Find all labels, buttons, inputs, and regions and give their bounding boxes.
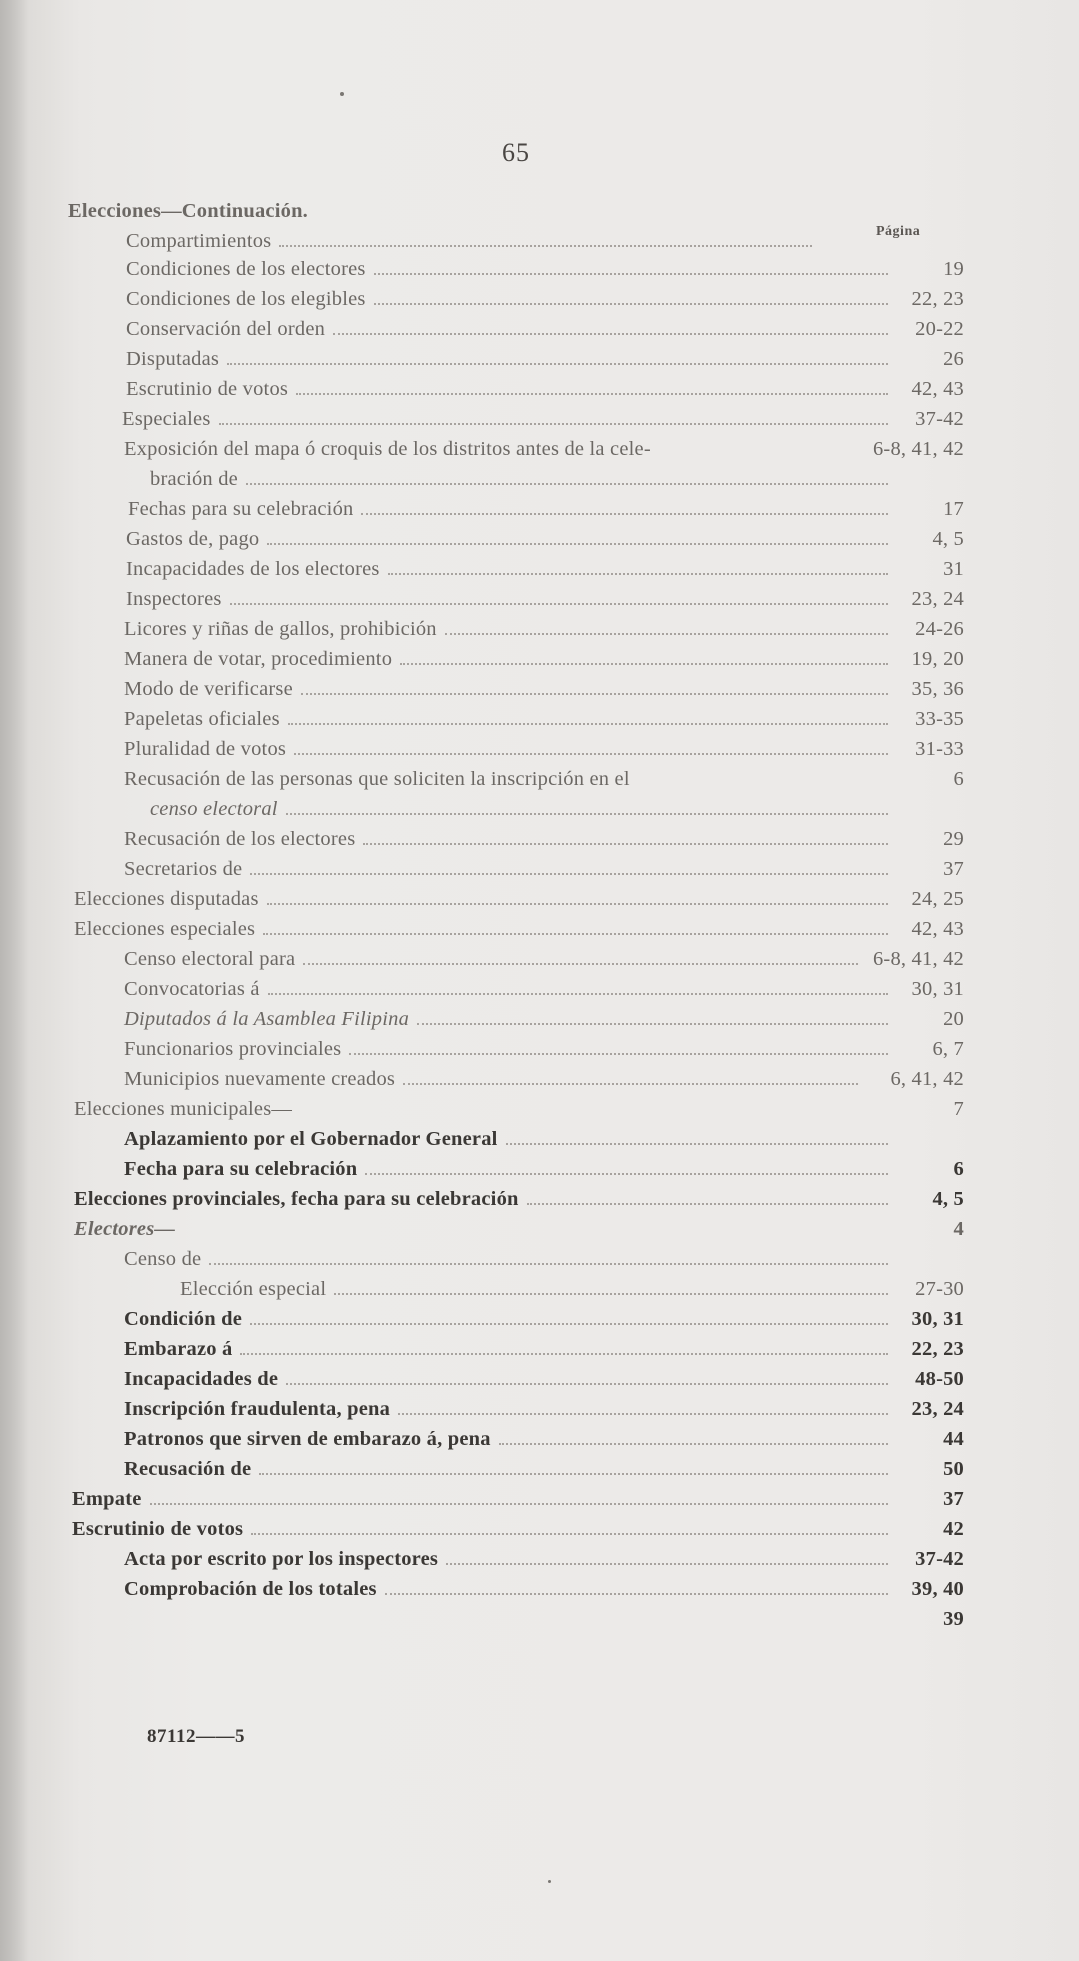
- leader-dots: [333, 333, 888, 335]
- entry-page: 26: [943, 348, 964, 370]
- entry-text: Manera de votar, procedimiento: [124, 648, 393, 670]
- entry-text: Condiciones de los electores: [126, 258, 366, 280]
- leader-dots: [398, 1413, 888, 1415]
- index-entry: [124, 1574, 964, 1604]
- entry-page: 37: [943, 1488, 964, 1510]
- index-entry: [124, 764, 964, 794]
- index-entry: [124, 1604, 964, 1634]
- entry-text: Exposición del mapa ó croquis de los distritos antes de la cele-: [124, 438, 651, 460]
- index-entry: [74, 1214, 964, 1244]
- index-entry: [126, 554, 964, 584]
- entry-text: Condiciones de los elegibles: [126, 288, 366, 310]
- index-entry: [124, 434, 964, 464]
- entry-text: Escrutinio de votos: [126, 378, 289, 400]
- index-entry: [124, 854, 964, 884]
- entry-text: Municipios nuevamente creados: [124, 1068, 396, 1090]
- leader-dots: [250, 1323, 888, 1325]
- entry-text: Recusación de las personas que soliciten la inscripción en el: [124, 768, 630, 790]
- leader-dots: [301, 693, 888, 695]
- leader-dots: [219, 423, 888, 425]
- entry-text: Recusación de los electores: [124, 828, 356, 850]
- leader-dots: [279, 245, 812, 247]
- index-entry: [124, 1064, 964, 1094]
- entry-text: Licores y riñas de gallos, prohibición: [124, 618, 437, 640]
- entry-text: Convocatorias á: [124, 978, 260, 1000]
- index-entry: [124, 704, 964, 734]
- entry-page: 27-30: [915, 1278, 964, 1300]
- entry-page: 44: [943, 1428, 964, 1450]
- leader-dots: [334, 1293, 888, 1295]
- leader-dots: [250, 873, 888, 875]
- index-entry: [126, 226, 888, 256]
- index-entry: [124, 974, 964, 1004]
- entry-page: 23, 24: [911, 588, 964, 610]
- entry-text: Fechas para su celebración: [128, 498, 354, 520]
- entry-text: Pluralidad de votos: [124, 738, 287, 760]
- entry-page: 23, 24: [911, 1398, 964, 1420]
- leader-dots: [527, 1203, 888, 1205]
- entry-page: 35, 36: [911, 678, 964, 700]
- entry-page: 22, 23: [911, 288, 964, 310]
- index-entry: [128, 494, 964, 524]
- leader-dots: [267, 543, 888, 545]
- index-entry: [124, 1394, 964, 1424]
- leader-dots: [374, 273, 888, 275]
- page-number: 65: [502, 138, 530, 167]
- entry-text: Acta por escrito por los inspectores: [124, 1548, 439, 1570]
- index-entry: [124, 1004, 964, 1034]
- entry-page: 6-8, 41, 42: [872, 948, 964, 970]
- entry-page: 42, 43: [911, 918, 964, 940]
- entry-page: 19, 20: [911, 648, 964, 670]
- entry-page: 31: [943, 558, 964, 580]
- entry-text: Escrutinio de votos: [72, 1518, 244, 1540]
- index-entry: [74, 1184, 964, 1214]
- entry-text: Conservación del orden: [126, 318, 326, 340]
- index-entry: [124, 644, 964, 674]
- printer-code: 87112——5: [147, 1726, 245, 1747]
- entry-page: 22, 23: [911, 1338, 964, 1360]
- entry-page: 42, 43: [911, 378, 964, 400]
- entry-text: Comprobación de los totales: [124, 1578, 377, 1600]
- entry-page: 39, 40: [911, 1578, 964, 1600]
- index-entry: [126, 314, 964, 344]
- index-entry: [72, 1514, 964, 1544]
- entry-text: Elecciones municipales—: [74, 1098, 293, 1120]
- leader-dots: [286, 1383, 888, 1385]
- entry-text: Diputados á la Asamblea Filipina: [124, 1008, 410, 1030]
- entry-text: Aplazamiento por el Gobernador General: [124, 1128, 498, 1150]
- index-entry: [124, 1454, 964, 1484]
- entry-page: 42: [943, 1518, 964, 1540]
- index-entry: [126, 524, 964, 554]
- entry-text: Censo de: [124, 1248, 202, 1270]
- leader-dots: [296, 393, 888, 395]
- index-entry: [124, 1154, 964, 1184]
- leader-dots: [230, 603, 888, 605]
- index-entry: [124, 674, 964, 704]
- leader-dots: [388, 573, 888, 575]
- leader-dots: [361, 513, 888, 515]
- entry-text: Modo de verificarse: [124, 678, 293, 700]
- leader-dots: [417, 1023, 888, 1025]
- index-entry: [150, 794, 964, 824]
- entry-text: Inspectores: [126, 588, 222, 610]
- entry-text: bración de: [150, 468, 238, 490]
- index-entry: [74, 914, 964, 944]
- index-entry: [124, 1304, 964, 1334]
- entry-text: Inscripción fraudulenta, pena: [124, 1398, 391, 1420]
- entry-text: Embarazo á: [124, 1338, 233, 1360]
- leader-dots: [209, 1263, 888, 1265]
- entry-page: 4, 5: [932, 528, 964, 550]
- index-entry: [124, 944, 964, 974]
- leader-dots: [246, 483, 888, 485]
- entry-text: Elecciones provinciales, fecha para su celebración: [74, 1188, 519, 1210]
- entry-page: 6, 41, 42: [890, 1068, 964, 1090]
- index-entry: [124, 1544, 964, 1574]
- leader-dots: [499, 1443, 888, 1445]
- index-entry: [124, 1034, 964, 1064]
- entry-page: 24, 25: [911, 888, 964, 910]
- entry-page: 37: [943, 858, 964, 880]
- entry-page: 29: [943, 828, 964, 850]
- index-entry: [124, 1364, 964, 1394]
- entry-text: Electores—: [74, 1218, 176, 1240]
- entry-page: 6-8, 41, 42: [872, 438, 964, 460]
- index-entry: [124, 1244, 964, 1274]
- entry-text: Empate: [72, 1488, 142, 1510]
- leader-dots: [251, 1533, 888, 1535]
- index-entry: [126, 374, 964, 404]
- leader-dots: [267, 903, 888, 905]
- entry-text: Elecciones disputadas: [74, 888, 259, 910]
- entry-page: 20-22: [915, 318, 964, 340]
- leader-dots: [286, 813, 888, 815]
- index-entry: [124, 1334, 964, 1364]
- entry-text: Elección especial: [180, 1278, 327, 1300]
- entry-page: 24-26: [915, 618, 964, 640]
- entry-text: Censo electoral para: [124, 948, 296, 970]
- entry-text: Gastos de, pago: [126, 528, 260, 550]
- leader-dots: [400, 663, 888, 665]
- leader-dots: [268, 993, 888, 995]
- entry-page: 6: [953, 1158, 964, 1180]
- entry-page: 37-42: [915, 408, 964, 430]
- entry-text: Secretarios de: [124, 858, 243, 880]
- leader-dots: [374, 303, 888, 305]
- leader-dots: [363, 843, 888, 845]
- index-entry: [72, 1484, 964, 1514]
- entry-text: censo electoral: [150, 798, 278, 820]
- entry-page: 6, 7: [932, 1038, 964, 1060]
- index-entry: [124, 614, 964, 644]
- entry-text: Incapacidades de: [124, 1368, 279, 1390]
- leader-dots: [385, 1593, 888, 1595]
- entry-text: Compartimientos: [126, 230, 272, 252]
- entry-text: Fecha para su celebración: [124, 1158, 358, 1180]
- entry-text: Incapacidades de los electores: [126, 558, 380, 580]
- entry-page: 33-35: [915, 708, 964, 730]
- entry-text: Especiales: [122, 408, 211, 430]
- entry-text: Recusación de: [124, 1458, 252, 1480]
- entry-page: 17: [943, 498, 964, 520]
- index-entry: [74, 1094, 964, 1124]
- entry-page: 19: [943, 258, 964, 280]
- leader-dots: [227, 363, 888, 365]
- entry-page: 4: [953, 1218, 964, 1240]
- index-entry: [126, 344, 964, 374]
- index-entry: [126, 284, 964, 314]
- entry-page: 50: [943, 1458, 964, 1480]
- entry-text: Disputadas: [126, 348, 220, 370]
- entry-text: Papeletas oficiales: [124, 708, 280, 730]
- index-entry: [124, 824, 964, 854]
- leader-dots: [446, 1563, 888, 1565]
- leader-dots: [240, 1353, 888, 1355]
- index-entry: [124, 1124, 964, 1154]
- leader-dots: [506, 1143, 888, 1145]
- entry-page: 37-42: [915, 1548, 964, 1570]
- leader-dots: [263, 933, 888, 935]
- entry-page: 4, 5: [932, 1188, 964, 1210]
- index-entry: [126, 584, 964, 614]
- leader-dots: [403, 1083, 858, 1085]
- entry-text: Condición de: [124, 1308, 243, 1330]
- leader-dots: [288, 723, 888, 725]
- index-entry: [124, 1424, 964, 1454]
- entry-text: Elecciones especiales: [74, 918, 256, 940]
- entry-page: 39: [943, 1608, 964, 1630]
- entry-text: Funcionarios provinciales: [124, 1038, 342, 1060]
- entry-page: 48-50: [915, 1368, 964, 1390]
- entry-page: 31-33: [915, 738, 964, 760]
- leader-dots: [445, 633, 888, 635]
- index-entry: [122, 404, 964, 434]
- leader-dots: [365, 1173, 888, 1175]
- entry-page: 20: [943, 1008, 964, 1030]
- entry-page: 6: [953, 768, 964, 790]
- index-entry: [124, 734, 964, 764]
- leader-dots: [349, 1053, 888, 1055]
- column-header-pagina: Página: [876, 224, 921, 239]
- leader-dots: [259, 1473, 888, 1475]
- entry-text: Elecciones—Continuación.: [68, 200, 308, 222]
- index-entry: [150, 464, 964, 494]
- index-entry: [180, 1274, 964, 1304]
- entry-text: Patronos que sirven de embarazo á, pena: [124, 1428, 491, 1450]
- entry-page: 30, 31: [911, 978, 964, 1000]
- leader-dots: [150, 1503, 888, 1505]
- entry-page: 30, 31: [911, 1308, 964, 1330]
- index-entry: [126, 254, 964, 284]
- leader-dots: [294, 753, 888, 755]
- index-entry: [74, 884, 964, 914]
- entry-page: 7: [953, 1098, 964, 1120]
- leader-dots: [303, 963, 858, 965]
